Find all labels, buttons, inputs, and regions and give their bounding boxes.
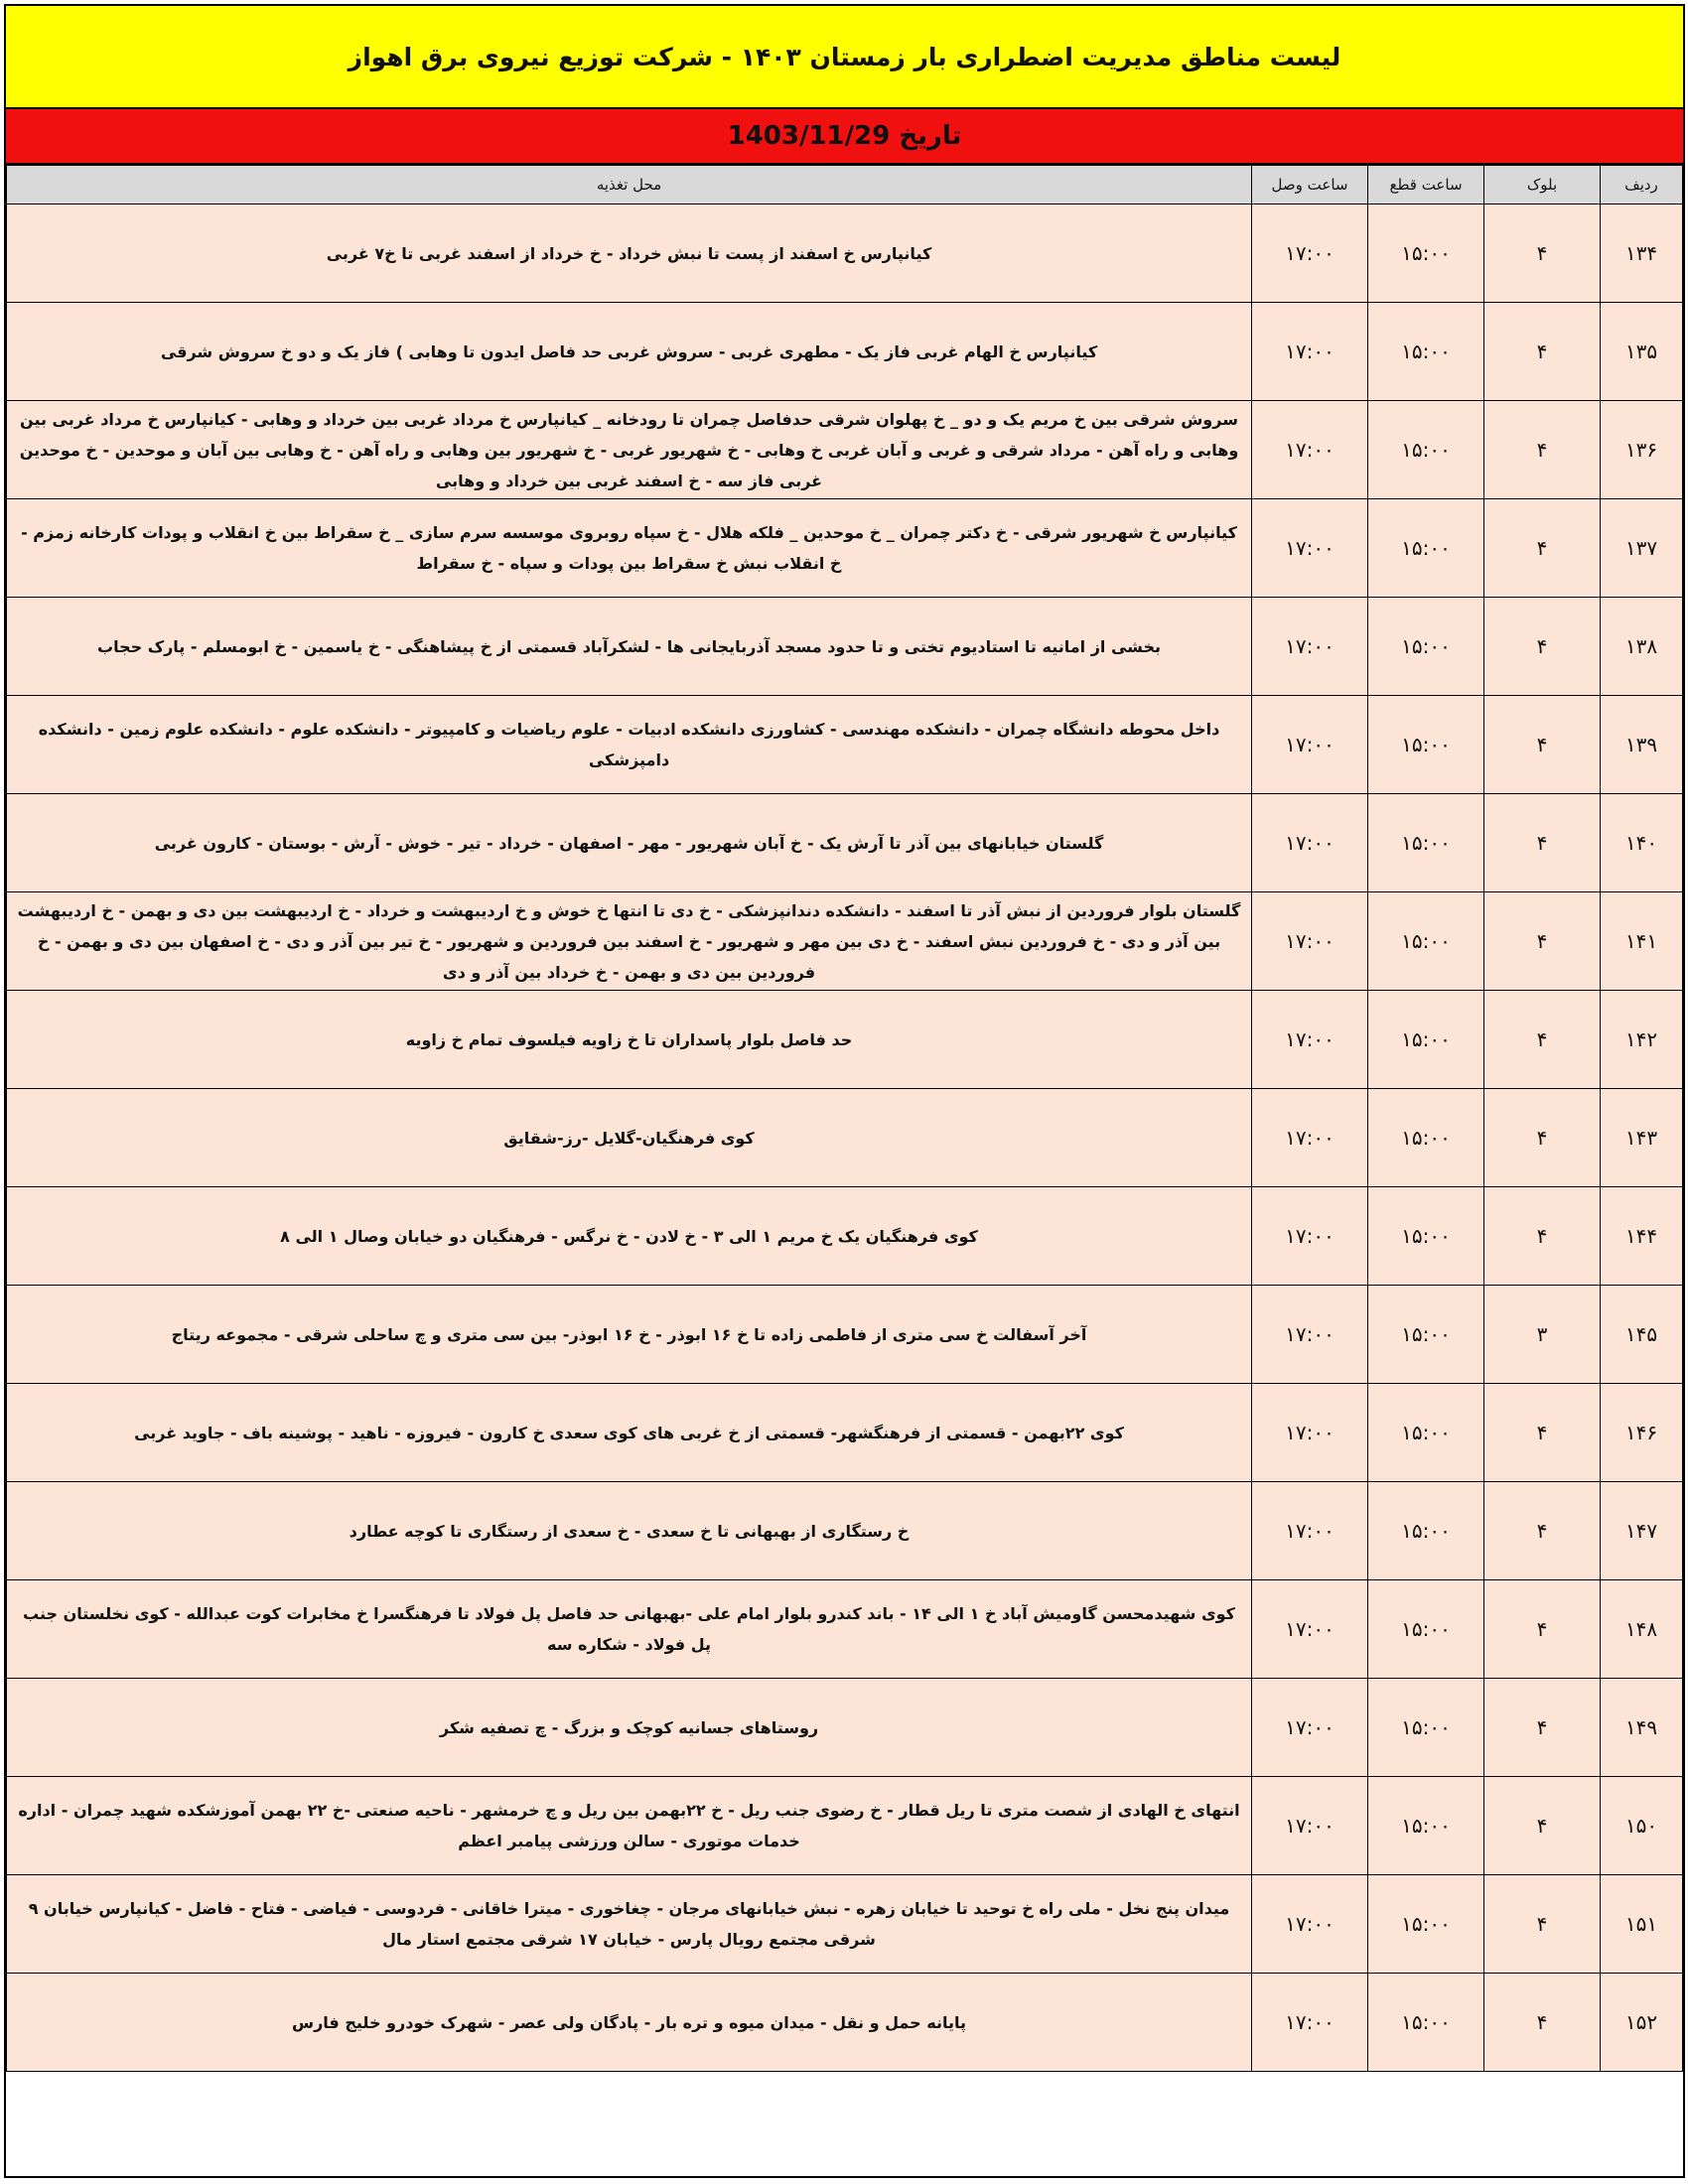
- block-cell: ۴: [1484, 205, 1601, 303]
- row-number-cell: ۱۴۰: [1601, 794, 1683, 892]
- date-banner: تاریخ 1403/11/29: [6, 109, 1683, 165]
- location-cell: کوی ۲۲بهمن - قسمتی از فرهنگشهر- قسمتی از خ غربی های کوی سعدی خ کارون - فیروزه - ناهید - پوشینه باف - جاوید غربی: [7, 1384, 1252, 1482]
- cut-time-cell: ۱۵:۰۰: [1368, 205, 1484, 303]
- cut-time-cell: ۱۵:۰۰: [1368, 1286, 1484, 1384]
- connect-time-cell: ۱۷:۰۰: [1252, 205, 1368, 303]
- table-row: [7, 1384, 1683, 1482]
- connect-time-cell: ۱۷:۰۰: [1252, 1875, 1368, 1974]
- cut-time-cell: ۱۵:۰۰: [1368, 1482, 1484, 1580]
- row-number-cell: ۱۳۵: [1601, 303, 1683, 401]
- column-header-row-number: ردیف: [1601, 166, 1683, 205]
- cut-time-cell: ۱۵:۰۰: [1368, 499, 1484, 598]
- row-number-cell: ۱۵۰: [1601, 1777, 1683, 1875]
- location-cell: انتهای خ الهادی از شصت متری تا ریل قطار - خ رضوی جنب ریل - خ ۲۲بهمن بین ریل و چ خرمشهر - ناحیه صنعتی -خ ۲۲ بهمن آموزشکده شهید چمران - اداره خدمات موتوری - سالن ورزشی پیامبر اعظم: [7, 1777, 1252, 1875]
- connect-time-cell: ۱۷:۰۰: [1252, 794, 1368, 892]
- row-number-cell: ۱۵۲: [1601, 1974, 1683, 2072]
- cut-time-cell: ۱۵:۰۰: [1368, 696, 1484, 794]
- row-number-cell: ۱۴۴: [1601, 1187, 1683, 1286]
- row-number-cell: ۱۴۱: [1601, 892, 1683, 991]
- block-cell: ۴: [1484, 303, 1601, 401]
- cut-time-cell: ۱۵:۰۰: [1368, 1580, 1484, 1679]
- block-cell: ۴: [1484, 696, 1601, 794]
- block-cell: ۴: [1484, 598, 1601, 696]
- block-cell: ۴: [1484, 1875, 1601, 1974]
- table-row: [7, 1482, 1683, 1580]
- row-number-cell: ۱۴۷: [1601, 1482, 1683, 1580]
- table-row: [7, 696, 1683, 794]
- connect-time-cell: ۱۷:۰۰: [1252, 1384, 1368, 1482]
- location-cell: بخشی از امانیه تا استادیوم تختی و تا حدود مسجد آذربایجانی ها - لشکرآباد قسمتی از خ پیشاهنگی - خ یاسمین - خ ابومسلم - پارک حجاب: [7, 598, 1252, 696]
- row-number-cell: ۱۴۵: [1601, 1286, 1683, 1384]
- location-cell: خ رستگاری از بهبهانی تا خ سعدی - خ سعدی از رستگاری تا کوچه عطارد: [7, 1482, 1252, 1580]
- location-cell: کوی فرهنگیان-گلایل -رز-شقایق: [7, 1089, 1252, 1187]
- row-number-cell: ۱۳۷: [1601, 499, 1683, 598]
- location-cell: کیانپارس خ الهام غربی فاز یک - مطهری غربی - سروش غربی حد فاصل ایدون تا وهابی ) فاز یک و دو خ سروش شرقی: [7, 303, 1252, 401]
- location-cell: داخل محوطه دانشگاه چمران - دانشکده مهندسی - کشاورزی دانشکده ادبیات - علوم ریاضیات و کامپیوتر - دانشکده علوم - دانشکده علوم زمین - دانشکده دامپزشکی: [7, 696, 1252, 794]
- column-header-location: محل تغذیه: [7, 166, 1252, 205]
- column-header-block: بلوک: [1484, 166, 1601, 205]
- connect-time-cell: ۱۷:۰۰: [1252, 1286, 1368, 1384]
- connect-time-cell: ۱۷:۰۰: [1252, 598, 1368, 696]
- table-row: [7, 1580, 1683, 1679]
- location-cell: روستاهای جسانیه کوچک و بزرگ - چ تصفیه شکر: [7, 1679, 1252, 1777]
- location-cell: کیانپارس خ اسفند از پست تا نبش خرداد - خ خرداد از اسفند غربی تا خ۷ غربی: [7, 205, 1252, 303]
- block-cell: ۴: [1484, 1187, 1601, 1286]
- table-row: [7, 1089, 1683, 1187]
- connect-time-cell: ۱۷:۰۰: [1252, 696, 1368, 794]
- row-number-cell: ۱۳۴: [1601, 205, 1683, 303]
- outage-schedule-sheet: [4, 4, 1685, 2178]
- connect-time-cell: ۱۷:۰۰: [1252, 1089, 1368, 1187]
- connect-time-cell: ۱۷:۰۰: [1252, 1482, 1368, 1580]
- row-number-cell: ۱۳۸: [1601, 598, 1683, 696]
- table-row: [7, 991, 1683, 1089]
- block-cell: ۴: [1484, 991, 1601, 1089]
- block-cell: ۴: [1484, 499, 1601, 598]
- table-row: [7, 303, 1683, 401]
- cut-time-cell: ۱۵:۰۰: [1368, 794, 1484, 892]
- location-cell: میدان پنج نخل - ملی راه خ توحید تا خیابان زهره - نبش خیابانهای مرجان - چغاخوری - میترا خاقانی - فردوسی - فیاضی - فتاح - فاضل - کیانپارس خیابان ۹ شرقی مجتمع رویال پارس - خیابان ۱۷ شرقی مجتمع استار مال: [7, 1875, 1252, 1974]
- cut-time-cell: ۱۵:۰۰: [1368, 1777, 1484, 1875]
- location-cell: سروش شرقی بین خ مریم یک و دو _ خ پهلوان شرقی حدفاصل چمران تا رودخانه _ کیانپارس خ مرداد غربی بین خرداد و وهابی - کیانپارس خ مرداد غربی بین وهابی و راه آهن - مرداد شرقی و غربی و آبان غربی خ وهابی - خ شهریور غربی - خ شهریور بین وهابی و راه آهن - خ وهابی بین آبان و موحدین - خ موحدین غربی فاز سه - خ اسفند غربی بین خرداد و وهابی: [7, 401, 1252, 499]
- block-cell: ۴: [1484, 1482, 1601, 1580]
- block-cell: ۴: [1484, 892, 1601, 991]
- block-cell: ۴: [1484, 1384, 1601, 1482]
- block-cell: ۴: [1484, 1777, 1601, 1875]
- table-row: [7, 499, 1683, 598]
- cut-time-cell: ۱۵:۰۰: [1368, 401, 1484, 499]
- location-cell: گلستان خیابانهای بین آذر تا آرش یک - خ آبان شهریور - مهر - اصفهان - خرداد - تیر - خوش - آرش - بوستان - کارون غربی: [7, 794, 1252, 892]
- block-cell: ۴: [1484, 1974, 1601, 2072]
- table-row: [7, 1679, 1683, 1777]
- row-number-cell: ۱۴۳: [1601, 1089, 1683, 1187]
- cut-time-cell: ۱۵:۰۰: [1368, 1875, 1484, 1974]
- connect-time-cell: ۱۷:۰۰: [1252, 1974, 1368, 2072]
- row-number-cell: ۱۵۱: [1601, 1875, 1683, 1974]
- row-number-cell: ۱۳۹: [1601, 696, 1683, 794]
- location-cell: آخر آسفالت خ سی متری از فاطمی زاده تا خ ۱۶ ابوذر - خ ۱۶ ابوذر- بین سی متری و چ ساحلی شرقی - مجموعه ریتاج: [7, 1286, 1252, 1384]
- table-row: [7, 1875, 1683, 1974]
- table-body: [7, 205, 1683, 2072]
- row-number-cell: ۱۴۹: [1601, 1679, 1683, 1777]
- location-cell: کوی فرهنگیان یک خ مریم ۱ الی ۳ - خ لادن - خ نرگس - فرهنگیان دو خیابان وصال ۱ الی ۸: [7, 1187, 1252, 1286]
- cut-time-cell: ۱۵:۰۰: [1368, 991, 1484, 1089]
- schedule-table: [6, 165, 1683, 2072]
- connect-time-cell: ۱۷:۰۰: [1252, 303, 1368, 401]
- table-row: [7, 1974, 1683, 2072]
- table-header: [7, 166, 1683, 205]
- block-cell: ۴: [1484, 794, 1601, 892]
- cut-time-cell: ۱۵:۰۰: [1368, 1089, 1484, 1187]
- connect-time-cell: ۱۷:۰۰: [1252, 401, 1368, 499]
- connect-time-cell: ۱۷:۰۰: [1252, 1187, 1368, 1286]
- table-row: [7, 598, 1683, 696]
- cut-time-cell: ۱۵:۰۰: [1368, 303, 1484, 401]
- column-header-connect-time: ساعت وصل: [1252, 166, 1368, 205]
- location-cell: کیانپارس خ شهریور شرقی - خ دکتر چمران _ خ موحدین _ فلکه هلال - خ سپاه روبروی موسسه سرم سازی _ خ سقراط بین خ انقلاب و پودات کارخانه زمزم - خ انقلاب نبش خ سقراط بین پودات و سپاه - خ سقراط: [7, 499, 1252, 598]
- table-row: [7, 794, 1683, 892]
- cut-time-cell: ۱۵:۰۰: [1368, 598, 1484, 696]
- cut-time-cell: ۱۵:۰۰: [1368, 1384, 1484, 1482]
- block-cell: ۴: [1484, 1580, 1601, 1679]
- connect-time-cell: ۱۷:۰۰: [1252, 1580, 1368, 1679]
- table-row: [7, 892, 1683, 991]
- table-row: [7, 1286, 1683, 1384]
- cut-time-cell: ۱۵:۰۰: [1368, 1679, 1484, 1777]
- table-row: [7, 1777, 1683, 1875]
- block-cell: ۴: [1484, 1089, 1601, 1187]
- cut-time-cell: ۱۵:۰۰: [1368, 1187, 1484, 1286]
- block-cell: ۴: [1484, 1679, 1601, 1777]
- table-row: [7, 1187, 1683, 1286]
- cut-time-cell: ۱۵:۰۰: [1368, 1974, 1484, 2072]
- location-cell: حد فاصل بلوار پاسداران تا خ زاویه فیلسوف تمام خ زاویه: [7, 991, 1252, 1089]
- location-cell: گلستان بلوار فروردین از نبش آذر تا اسفند - دانشکده دندانپزشکی - خ دی تا انتها خ خوش و خ اردیبهشت و خرداد - خ اردیبهشت بین دی و بهمن - خ اردیبهشت بین آذر و دی - خ فروردین نبش اسفند - خ دی بین مهر و شهریور - خ اسفند بین فروردین و شهریور - خ تیر بین آذر و دی - خ اصفهان بین دی و بهمن - خ فروردین بین دی و بهمن - خ خرداد بین آذر و دی: [7, 892, 1252, 991]
- table-row: [7, 401, 1683, 499]
- connect-time-cell: ۱۷:۰۰: [1252, 499, 1368, 598]
- location-cell: کوی شهیدمحسن گاومیش آباد خ ۱ الی ۱۴ - باند کندرو بلوار امام علی -بهبهانی حد فاصل پل فولاد تا فرهنگسرا خ مخابرات کوت عبدالله - کوی نخلستان جنب پل فولاد - شکاره سه: [7, 1580, 1252, 1679]
- row-number-cell: ۱۴۲: [1601, 991, 1683, 1089]
- cut-time-cell: ۱۵:۰۰: [1368, 892, 1484, 991]
- row-number-cell: ۱۳۶: [1601, 401, 1683, 499]
- column-header-cut-time: ساعت قطع: [1368, 166, 1484, 205]
- block-cell: ۴: [1484, 401, 1601, 499]
- connect-time-cell: ۱۷:۰۰: [1252, 991, 1368, 1089]
- row-number-cell: ۱۴۶: [1601, 1384, 1683, 1482]
- connect-time-cell: ۱۷:۰۰: [1252, 892, 1368, 991]
- block-cell: ۳: [1484, 1286, 1601, 1384]
- page-title: لیست مناطق مدیریت اضطراری بار زمستان ۱۴۰۳ - شرکت توزیع نیروی برق اهواز: [6, 6, 1683, 109]
- row-number-cell: ۱۴۸: [1601, 1580, 1683, 1679]
- connect-time-cell: ۱۷:۰۰: [1252, 1777, 1368, 1875]
- location-cell: پایانه حمل و نقل - میدان میوه و تره بار - پادگان ولی عصر - شهرک خودرو خلیج فارس: [7, 1974, 1252, 2072]
- table-row: [7, 205, 1683, 303]
- connect-time-cell: ۱۷:۰۰: [1252, 1679, 1368, 1777]
